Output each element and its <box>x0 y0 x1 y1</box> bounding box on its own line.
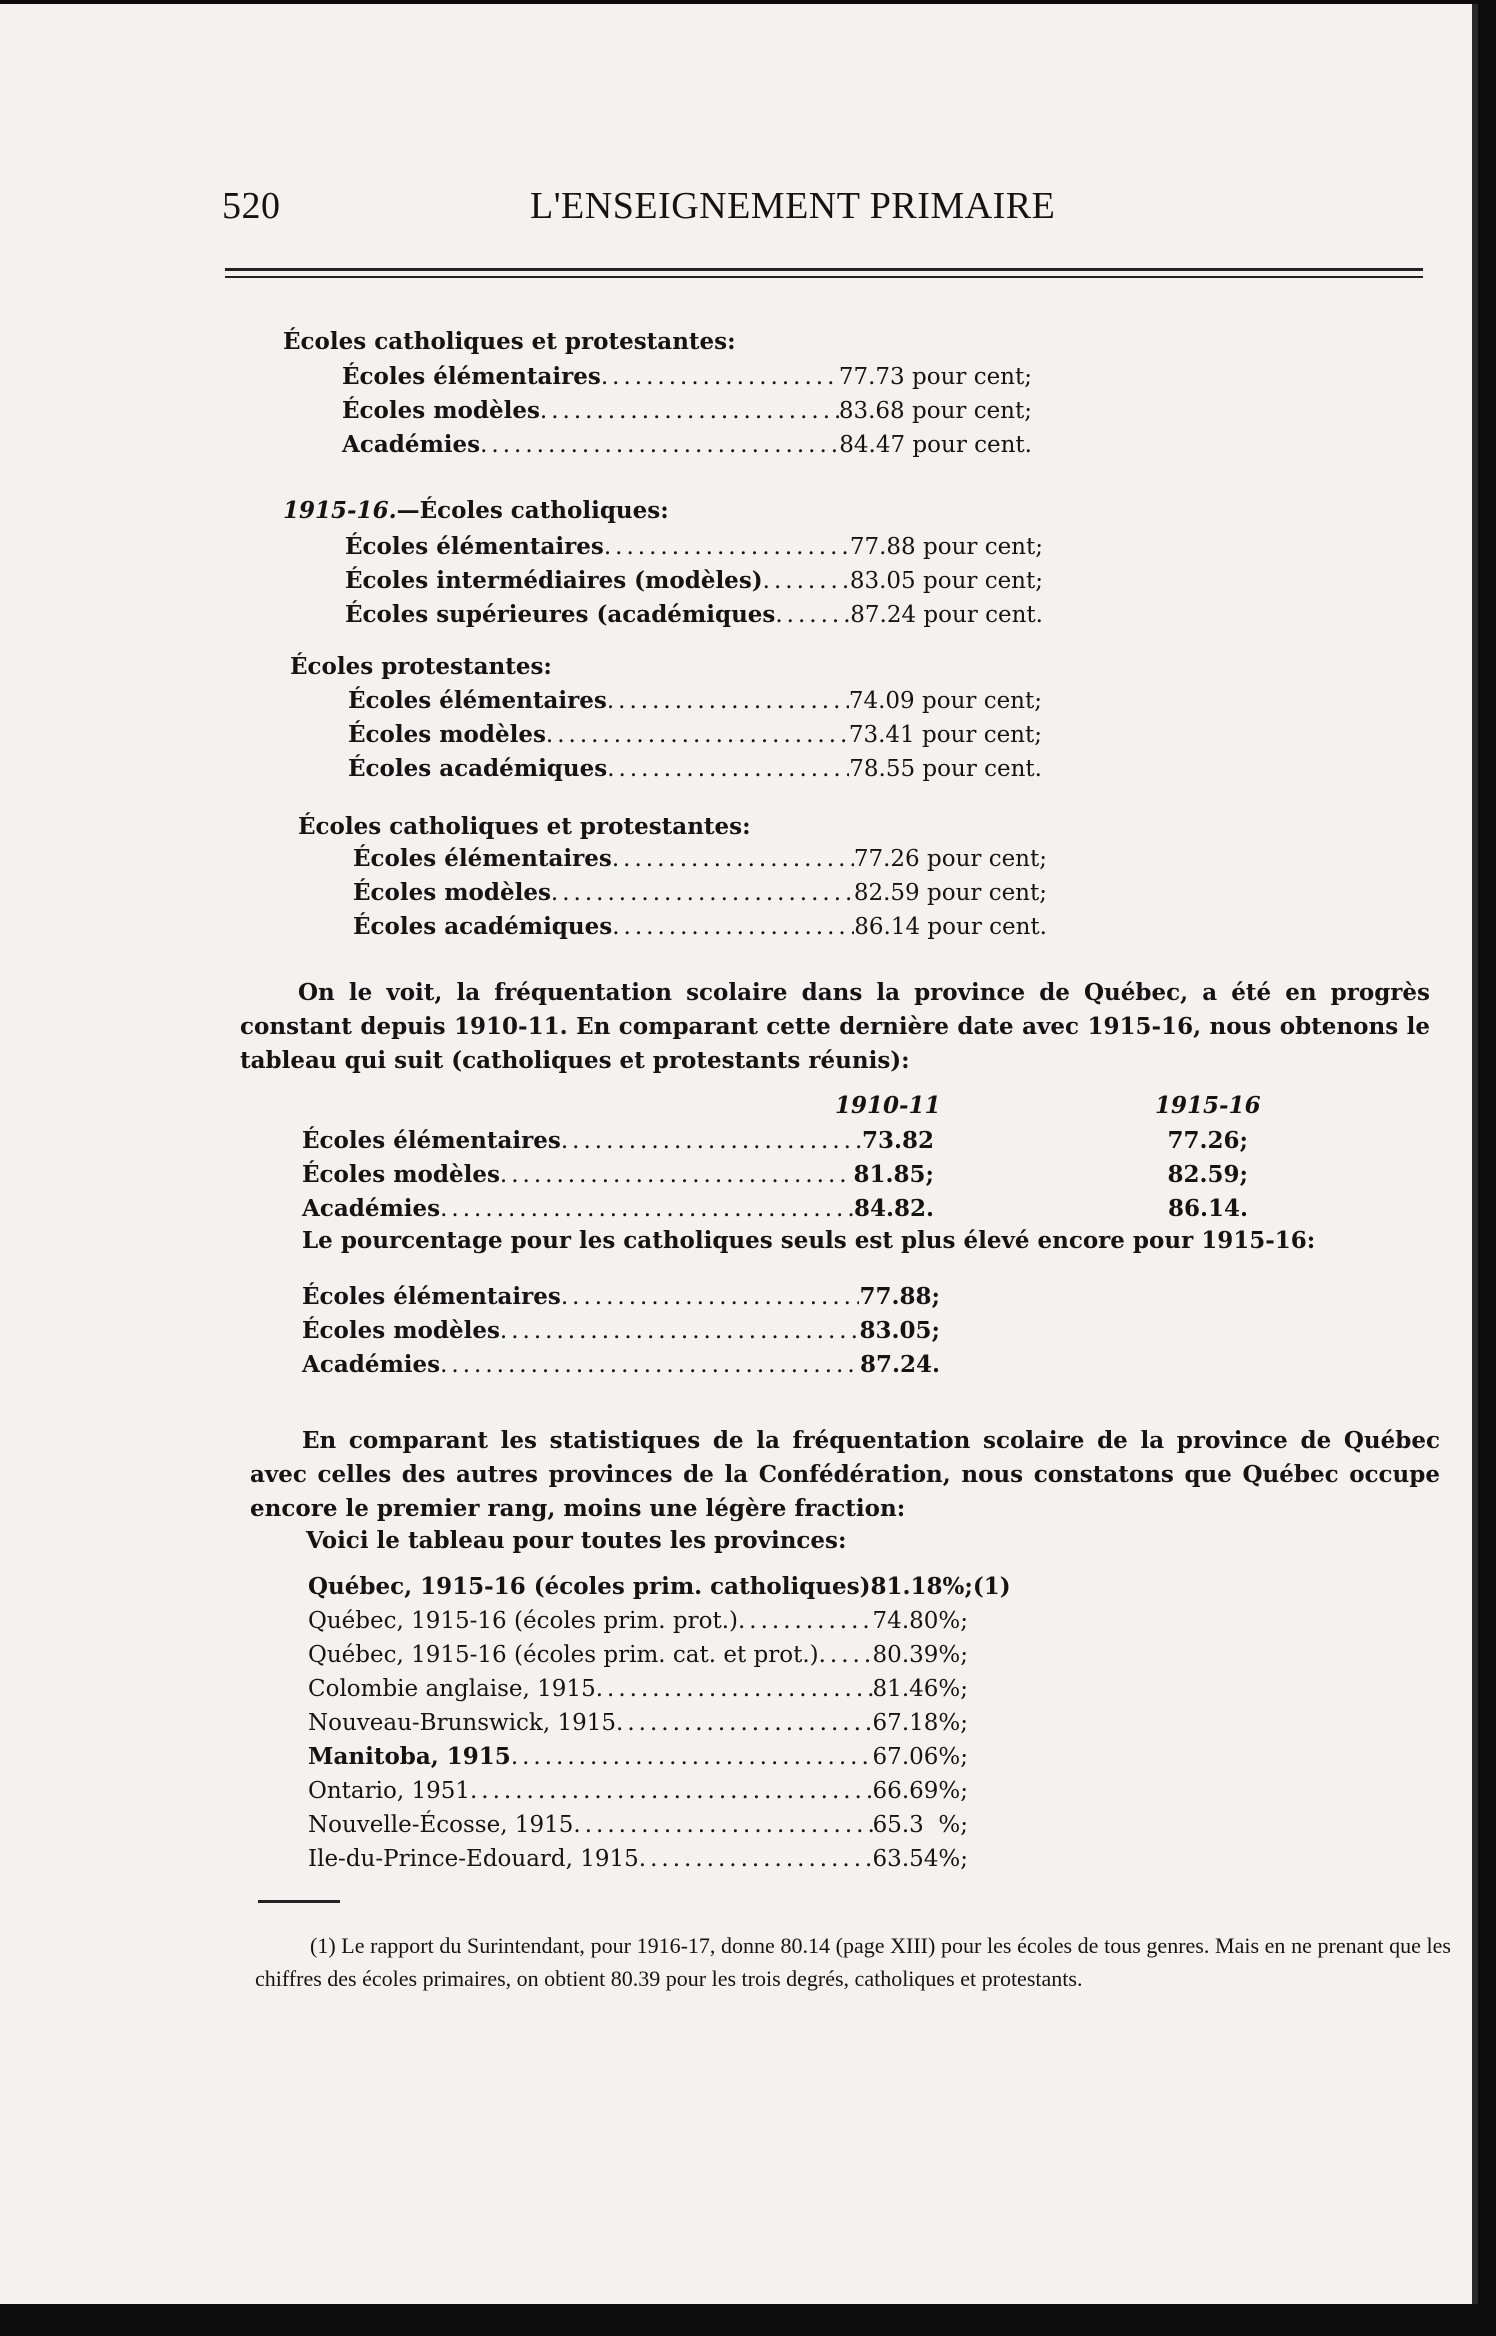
catholic-row <box>302 1350 940 1380</box>
row-value: 65.3 %; <box>872 1812 968 1838</box>
row-value: 81.18%;(1) <box>870 1573 1011 1600</box>
row-value: 66.69%; <box>872 1778 968 1804</box>
province-row <box>308 1776 968 1806</box>
row-value: 82.59 pour cent; <box>853 880 1047 906</box>
row-label: Écoles élémentaires <box>342 363 601 390</box>
province-row <box>308 1742 968 1772</box>
compare-row <box>302 1160 934 1190</box>
row-label: Colombie anglaise, 1915 <box>308 1676 596 1702</box>
row-value: 77.26 pour cent; <box>853 846 1047 872</box>
row-value: 83.05; <box>859 1317 940 1344</box>
row-value: 73.41 pour cent; <box>848 722 1042 748</box>
row-value: 63.54%; <box>872 1846 968 1872</box>
running-title: L'ENSEIGNEMENT PRIMAIRE <box>530 185 1056 227</box>
province-row <box>308 1844 968 1874</box>
row-value: 80.39%; <box>872 1642 968 1668</box>
row-value-1915: 82.59; <box>1167 1161 1248 1188</box>
footnote: (1) Le rapport du Surintendant, pour 1916-17, donne 80.14 (page XIII) pour les écoles de tous genres. Mais en ne prenant que les chiffres des écoles primaires, on obtient 80.39 pour les trois degrés, catholiques et protestants. <box>255 1933 1451 1991</box>
row-value: 77.73 pour cent; <box>838 364 1032 390</box>
row-label: Écoles académiques <box>348 755 608 782</box>
row-label: Québec, 1915-16 (écoles prim. cat. et prot.) <box>308 1642 819 1668</box>
block2-year: 1915-16. <box>283 497 397 524</box>
row-value-1910: 84.82. <box>853 1195 934 1222</box>
row-value: 87.24 pour cent. <box>850 602 1043 628</box>
block4-row <box>353 912 1047 942</box>
page-number: 520 <box>222 185 281 227</box>
block3-row <box>348 754 1042 784</box>
header-rule-top <box>225 268 1423 271</box>
row-label: Écoles élémentaires <box>302 1127 561 1154</box>
row-value-1915: 86.14. <box>1167 1195 1248 1222</box>
row-label: Académies <box>302 1195 441 1222</box>
block2-row <box>345 532 1043 562</box>
catholic-row <box>302 1282 940 1312</box>
row-label: Écoles élémentaires <box>345 533 604 560</box>
row-value: 77.88 pour cent; <box>849 534 1043 560</box>
row-label: Académies <box>302 1351 441 1378</box>
province-row <box>308 1572 1011 1602</box>
block4-row <box>353 878 1047 908</box>
block4-row <box>353 844 1047 874</box>
row-value: 78.55 pour cent. <box>849 756 1042 782</box>
row-label: Écoles élémentaires <box>353 845 612 872</box>
province-row <box>308 1708 968 1738</box>
row-label: Écoles élémentaires <box>302 1283 561 1310</box>
row-value: 74.80%; <box>872 1608 968 1634</box>
row-label: Écoles modèles <box>302 1317 500 1344</box>
row-label: Écoles modèles <box>342 397 540 424</box>
province-row <box>308 1640 968 1670</box>
block4-heading: Écoles catholiques et protestantes: <box>298 813 751 840</box>
paragraph-progress: On le voit, la fréquentation scolaire dans la province de Québec, a été en progrès constant depuis 1910-11. En comparant cette dernière date avec 1915-16, nous obtenons le tableau qui suit (catholiques et protestants réunis): <box>240 979 1430 1074</box>
block1-row <box>342 396 1032 426</box>
block3-row <box>348 686 1042 716</box>
row-value: 83.68 pour cent; <box>838 398 1032 424</box>
row-label: Écoles intermédiaires (modèles) <box>345 567 763 594</box>
row-value-1915: 77.26; <box>1167 1127 1248 1154</box>
book-page <box>0 4 1478 2304</box>
row-label: Ile-du-Prince-Edouard, 1915 <box>308 1846 639 1872</box>
province-row <box>308 1674 968 1704</box>
row-value-1910: 81.85; <box>853 1161 934 1188</box>
block3-row <box>348 720 1042 750</box>
row-label: Nouveau-Brunswick, 1915 <box>308 1710 617 1736</box>
block2-row <box>345 600 1043 630</box>
row-value: 87.24. <box>859 1351 940 1378</box>
row-value-1910: 73.82 <box>861 1127 934 1154</box>
catholic-row <box>302 1316 940 1346</box>
row-value: 86.14 pour cent. <box>854 914 1047 940</box>
row-value: 83.05 pour cent; <box>849 568 1043 594</box>
provinces-intro: Voici le tableau pour toutes les provinces: <box>306 1527 847 1554</box>
province-row <box>308 1810 968 1840</box>
row-value: 77.88; <box>859 1283 940 1310</box>
row-label: Écoles académiques <box>353 913 613 940</box>
row-value: 67.06%; <box>872 1744 968 1770</box>
row-value: 84.47 pour cent. <box>839 432 1032 458</box>
row-label: Québec, 1915-16 (écoles prim. catholiques) <box>308 1573 871 1600</box>
block1-row <box>342 430 1032 460</box>
row-value: 67.18%; <box>872 1710 968 1736</box>
row-label: Écoles modèles <box>302 1161 500 1188</box>
compare-row <box>302 1194 934 1224</box>
row-value: 81.46%; <box>872 1676 968 1702</box>
row-label: Écoles modèles <box>353 879 551 906</box>
block2-title: —Écoles catholiques: <box>396 497 669 524</box>
block1-row <box>342 362 1032 392</box>
row-value: 74.09 pour cent; <box>848 688 1042 714</box>
block1-heading: Écoles catholiques et protestantes: <box>283 328 736 355</box>
row-label: Écoles modèles <box>348 721 546 748</box>
header-rule-bottom <box>225 276 1423 278</box>
compare-row <box>302 1126 934 1156</box>
compare-col2-header: 1915-16 <box>1155 1092 1261 1119</box>
row-label: Ontario, 1951 <box>308 1778 470 1804</box>
footnote-rule <box>258 1900 340 1903</box>
row-label: Écoles élémentaires <box>348 687 607 714</box>
province-row <box>308 1606 968 1636</box>
paragraph-provinces: En comparant les statistiques de la fréquentation scolaire de la province de Québec avec celles des autres provinces de la Confédération, nous constatons que Québec occupe encore le premier rang, moins une légère fraction: <box>250 1427 1440 1522</box>
block2-heading <box>283 496 669 526</box>
row-label: Québec, 1915-16 (écoles prim. prot.) <box>308 1608 738 1634</box>
block2-row <box>345 566 1043 596</box>
row-label: Nouvelle-Écosse, 1915 <box>308 1812 574 1838</box>
row-label: Manitoba, 1915 <box>308 1743 511 1770</box>
compare-note: Le pourcentage pour les catholiques seuls est plus élevé encore pour 1915-16: <box>302 1227 1316 1254</box>
block3-heading: Écoles protestantes: <box>290 653 552 680</box>
row-label: Académies <box>342 431 481 458</box>
row-label: Écoles supérieures (académiques <box>345 601 776 628</box>
compare-col1-header: 1910-11 <box>835 1092 941 1119</box>
